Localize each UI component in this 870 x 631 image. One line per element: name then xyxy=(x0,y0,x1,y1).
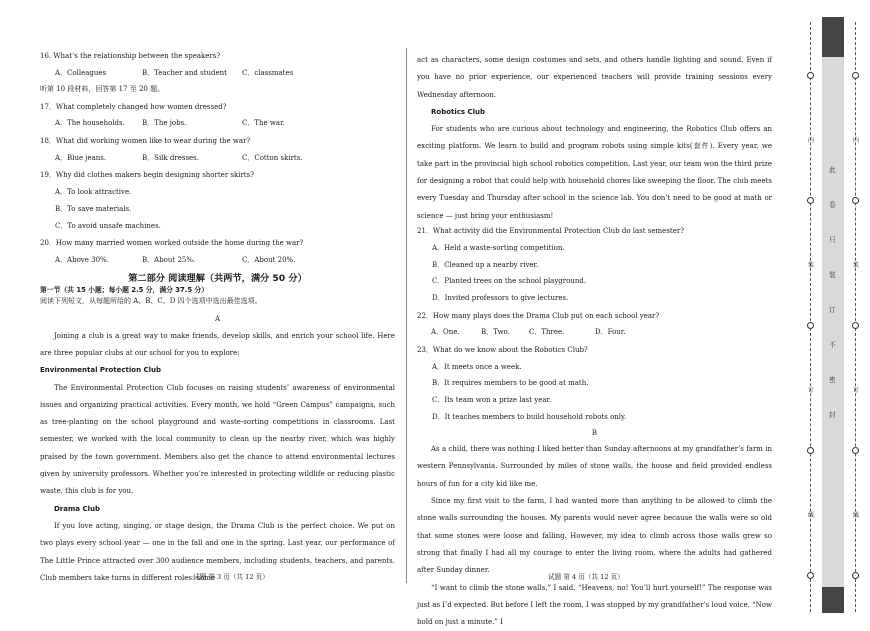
option-d: D．Four. xyxy=(595,328,626,337)
option-c: C．Planted trees on the school playground. xyxy=(432,277,587,286)
binding-hole xyxy=(852,197,859,204)
left-column xyxy=(40,52,395,587)
option-d: D．Invited professors to give lectures. xyxy=(432,294,569,303)
binding-hole xyxy=(807,322,814,329)
binding-hole xyxy=(807,572,814,579)
question-16 xyxy=(40,52,395,77)
story-paragraph: “I want to climb the stone walls,” I said. “Heavens, no! You’ll hurt yourself!” The response was just as I’d expected. But before I left the room, I was stopped by my grandfather’s loud voice. “Now hold on just a minute.” I xyxy=(417,583,772,627)
line-label: 内 xyxy=(808,137,815,144)
seal-notice-char: 不 xyxy=(829,341,836,349)
seal-notice-char: 密 xyxy=(829,376,836,384)
option-c: C．To avoid unsafe machines. xyxy=(55,221,161,230)
line-label: 订 xyxy=(808,387,815,394)
options-row xyxy=(40,119,395,128)
option-b: B．To save materials. xyxy=(55,204,132,213)
club-paragraph: If you love acting, singing, or stage design, the Drama Club is the perfect choice. We put on two plays every school year — one in the fall and one in the spring. Last year, our performance of The Little Prince attracted over 300 audience members, including students, teachers, and parents. Club members take turns in different roles: some xyxy=(40,521,395,582)
option-b: B．Two. xyxy=(481,328,510,337)
question-stem: 16. What’s the relationship between the speakers? xyxy=(40,52,221,60)
option-a: A．The households. xyxy=(55,119,125,128)
option-c: C．The war. xyxy=(242,119,285,128)
option-a: A．Above 30%. xyxy=(55,255,109,264)
part-title: 第二部分 阅读理解（共两节，满分 50 分） xyxy=(128,273,307,285)
seal-notice-char: 卷 xyxy=(829,201,836,209)
line-label: 线 xyxy=(853,512,860,519)
option-a: A．It meets once a week. xyxy=(432,362,522,371)
option-d: D．It teaches members to build household robots only. xyxy=(432,413,627,421)
story-paragraph: As a child, there was nothing I liked better than Sunday afternoons at my grandfather’s farm in western Pennsylvania. Surrounded by miles of stone walls, the house and field provided endless hours of fun for a city kid like me. xyxy=(417,445,772,488)
option-b: B．About 25%. xyxy=(142,255,196,264)
binding-hole xyxy=(807,197,814,204)
option-c: C．Cotton skirts. xyxy=(242,153,303,162)
options-row xyxy=(417,328,772,337)
binding-hole xyxy=(852,322,859,329)
option-b: B．Teacher and student xyxy=(142,68,227,77)
option-a: A．Held a waste-sorting competition. xyxy=(432,243,565,252)
club-paragraph: The Environmental Protection Club focuses on raising students’ awareness of environmental issues and organizing practical activities. Every month, we hold “Green Campus” campaigns, such as tree-planting on the school playground and waste-sorting competitions in classrooms. Last semester, we worked with the local community to clean up the nearby river, which was highly praised by the town government. Members also get the chance to attend environmental lectures given by university professors. Whether you’re interested in protecting wildlife or reducing plastic waste, this club is for you. xyxy=(40,383,395,496)
passage-letter: B xyxy=(591,428,598,437)
line-label: 装 xyxy=(853,262,860,269)
line-label: 装 xyxy=(808,262,815,269)
binding-hole xyxy=(852,72,859,79)
continued-paragraph: act as characters, some design costumes and sets, and others handle lighting and sound. Even if you have no prior experience, our experienced teachers will provide training sessions every Wednesday afternoon. xyxy=(417,56,772,99)
binding-hole xyxy=(852,447,859,454)
option-b: B．Cleaned up a nearby river. xyxy=(432,260,539,269)
question-23 xyxy=(417,346,772,422)
passage-intro: Joining a club is a great way to make friends, develop skills, and enrich your school life. Here are three popular clubs at our school for you to explore: xyxy=(40,331,395,357)
passage-letter: A xyxy=(214,315,221,324)
cut-line-inner xyxy=(855,22,856,612)
option-a: A．Blue jeans. xyxy=(55,153,107,162)
binding-hole xyxy=(807,447,814,454)
story-paragraph: Since my first visit to the farm, I had wanted more than anything to be allowed to climb the stone walls surrounding the houses. My parents would never agree because the walls were so old that some stones were loose and falling. However, my idea to climb across those walls grew so strong that finally I had all my courage to enter the living room, where the adults had gathered after Sunday dinner. xyxy=(417,497,772,575)
seal-notice-char: 只 xyxy=(829,236,836,244)
line-label: 线 xyxy=(808,512,815,519)
right-column xyxy=(417,52,772,631)
options-row xyxy=(40,154,395,163)
option-a: A．To look attractive. xyxy=(55,187,132,196)
seal-notice-char: 订 xyxy=(829,306,836,314)
column-divider xyxy=(406,48,407,583)
seal-notice-char: 装 xyxy=(829,271,836,279)
question-stem: 21．What activity did the Environmental Protection Club do last semester? xyxy=(417,226,684,235)
question-19 xyxy=(40,171,395,230)
page-footer: 试题 第 3 页（共 12 页） xyxy=(193,573,269,581)
option-b: B．The jobs. xyxy=(142,119,187,128)
option-b: B．Silk dresses. xyxy=(142,153,199,162)
question-stem: 23．What do we know about the Robotics Club? xyxy=(417,345,588,354)
instruction: 阅读下列短文，从每题所给的 A、B、C、D 四个选项中选出最佳选项。 xyxy=(40,297,262,306)
option-c: C．About 20%. xyxy=(242,255,296,264)
cut-line-outer xyxy=(810,22,811,612)
seal-notice-char: 封 xyxy=(829,411,836,419)
club-paragraph: For students who are curious about technology and engineering, the Robotics Club offers an exciting platform. We learn to build and program robots using simple kits(套件). Every year, we take part in the provincial high school robotics competition. Last year, our team won the third prize for designing a robot that could help with household chores like sweeping the floor. The club meets every Tuesday and Thursday after school in the science lab. You don’t need to be good at math or science — just bring your enthusiasm! xyxy=(417,125,772,220)
option-b: B．It requires members to be good at math. xyxy=(432,379,589,388)
option-c: C．Its team won a prize last year. xyxy=(432,396,552,405)
binding-strip-bottom xyxy=(822,587,844,613)
page-footer: 试题 第 4 页（共 12 页） xyxy=(548,573,624,581)
binding-hole xyxy=(807,72,814,79)
binding-hole xyxy=(852,572,859,579)
options-row xyxy=(40,256,395,265)
option-c: C．classmates xyxy=(242,68,294,77)
club-heading: Drama Club xyxy=(54,504,100,513)
question-stem: 19．Why did clothes makers begin designing shorter skirts? xyxy=(40,171,254,180)
question-22 xyxy=(417,312,772,337)
line-label: 订 xyxy=(853,387,860,394)
question-21 xyxy=(417,227,772,303)
seal-notice-char: 此 xyxy=(829,166,836,174)
question-stem: 18．What did working women like to wear during the war? xyxy=(40,136,251,145)
question-17 xyxy=(40,103,395,128)
question-stem: 17．What completely changed how women dressed? xyxy=(40,102,227,111)
club-heading: Robotics Club xyxy=(431,107,486,116)
listening-note: 听第 10 段材料，回答第 17 至 20 题。 xyxy=(40,85,165,94)
binding-strip-top xyxy=(822,17,844,57)
club-heading: Environmental Protection Club xyxy=(40,366,162,375)
option-a: A．Colleagues xyxy=(55,68,107,77)
option-c: C．Three. xyxy=(529,328,565,337)
question-stem: 20．How many married women worked outside the home during the war? xyxy=(40,239,304,248)
question-18 xyxy=(40,137,395,162)
binding-sidebar xyxy=(808,17,867,613)
question-20 xyxy=(40,239,395,264)
question-stem: 22．How many plays does the Drama Club put on each school year? xyxy=(417,311,660,320)
section-title: 第一节（共 15 小题；每小题 2.5 分，满分 37.5 分） xyxy=(40,285,209,294)
binding-strip xyxy=(822,17,844,613)
options-row xyxy=(40,69,395,78)
line-label: 内 xyxy=(853,137,860,144)
option-a: A．One. xyxy=(431,328,460,337)
